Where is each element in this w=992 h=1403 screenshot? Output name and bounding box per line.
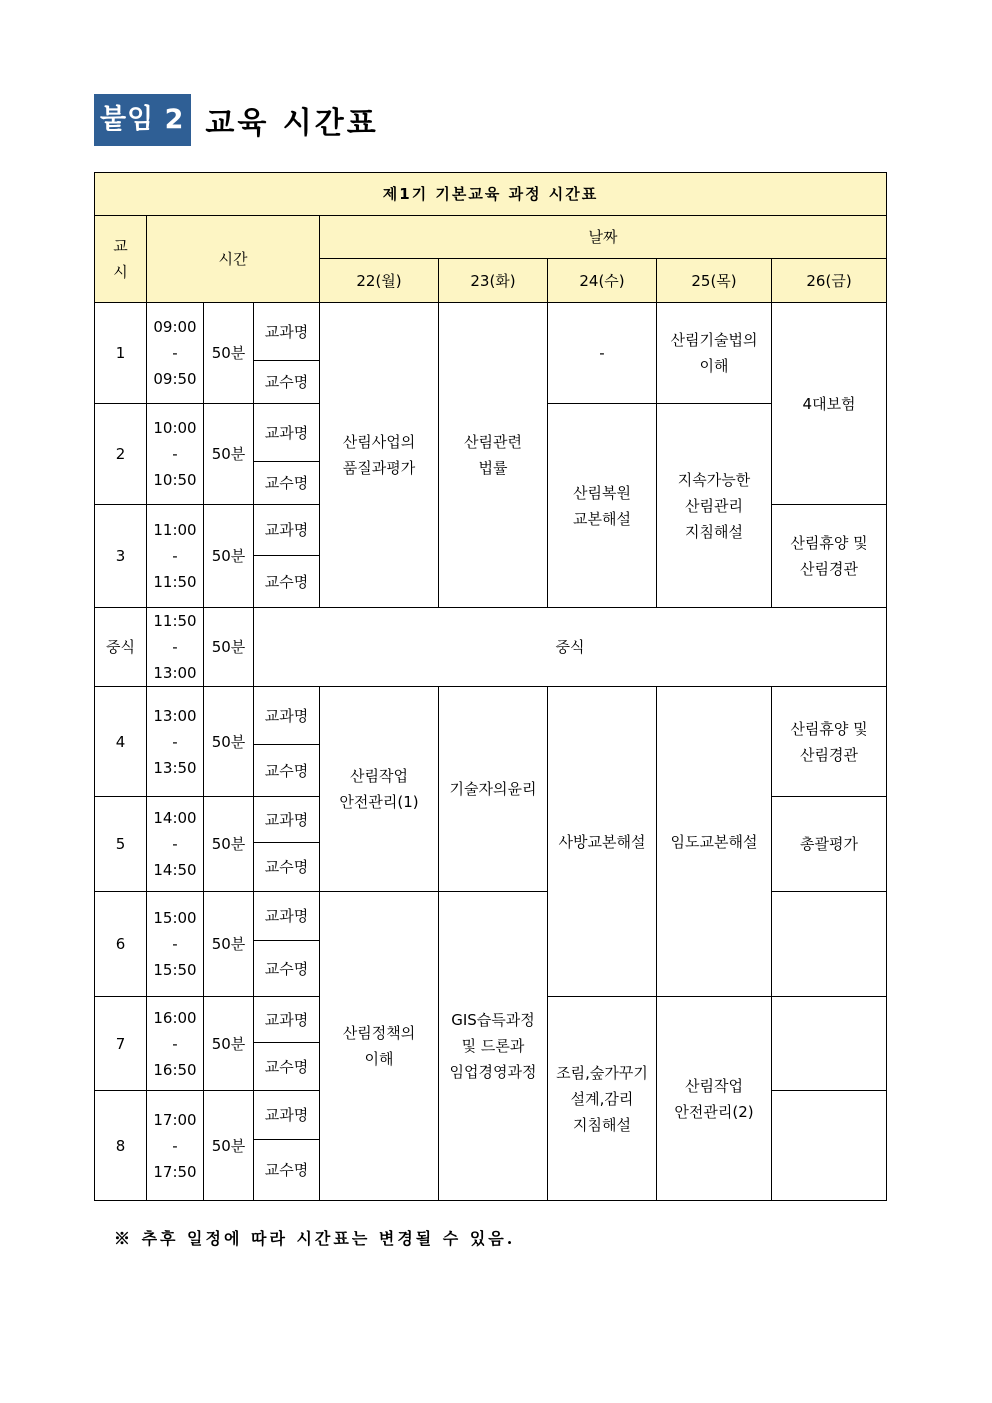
time-sep: - <box>172 935 178 953</box>
time-end: 14:50 <box>153 861 197 879</box>
period-duration: 50분 <box>204 1091 254 1201</box>
course-label: 교과명 <box>254 797 320 843</box>
period-duration: 50분 <box>204 505 254 608</box>
instructor-label: 교수명 <box>254 361 320 404</box>
lunch-cell: 중식 <box>254 608 887 687</box>
time-start: 10:00 <box>153 419 197 437</box>
cell-fri-p4 <box>772 687 887 797</box>
period-time <box>147 797 204 892</box>
course-label: 교과명 <box>254 892 320 941</box>
time-start: 14:00 <box>153 809 197 827</box>
cell-line: 지침해설 <box>685 522 743 541</box>
cell-wed-p1: - <box>548 303 657 404</box>
time-start: 16:00 <box>153 1008 197 1027</box>
time-sep: - <box>172 445 178 463</box>
cell-line: 설계,감리 <box>570 1089 634 1108</box>
cell-line: 산림휴양 및 <box>790 534 868 552</box>
cell-line: 산림경관 <box>800 560 859 578</box>
cell-line: 산림관리 <box>685 496 743 515</box>
cell-line: 산림사업의 <box>342 433 416 451</box>
time-start: 17:00 <box>153 1110 197 1129</box>
cell-fri-p7 <box>772 997 887 1091</box>
period-duration: 50분 <box>204 404 254 505</box>
instructor-label: 교수명 <box>254 843 320 892</box>
time-sep: - <box>172 638 178 656</box>
day-wed: 24(수) <box>548 259 657 303</box>
course-label: 교과명 <box>254 687 320 745</box>
time-sep: - <box>172 547 178 565</box>
period-time <box>147 892 204 997</box>
cell-line: 및 드론과 <box>461 1037 525 1055</box>
cell-mon-am <box>320 303 439 608</box>
period-number: 8 <box>95 1091 147 1201</box>
period-number: 1 <box>95 303 147 404</box>
period-time <box>147 303 204 404</box>
cell-line: 이해 <box>699 357 729 375</box>
cell-fri-am: 4대보험 <box>772 303 887 505</box>
attachment-badge: 붙임 2 <box>94 94 191 146</box>
cell-line: 산림작업 <box>350 767 408 785</box>
cell-line: 안전관리(2) <box>674 1102 754 1121</box>
course-label: 교과명 <box>254 505 320 556</box>
period-time <box>147 687 204 797</box>
time-end: 10:50 <box>153 471 197 489</box>
cell-line: 법률 <box>478 459 508 477</box>
cell-line: 지속가능한 <box>677 470 751 489</box>
cell-line: 임업경영과정 <box>449 1063 537 1081</box>
schedule-note: ※ 추후 일정에 따라 시간표는 변경될 수 있음. <box>114 1229 516 1248</box>
time-start: 11:00 <box>153 521 197 539</box>
page-heading <box>94 94 379 146</box>
schedule-table <box>94 172 887 1201</box>
cell-thu-pm: 임도교본해설 <box>657 687 772 997</box>
cell-line: GIS습득과정 <box>451 1011 535 1029</box>
time-sep: - <box>172 835 178 853</box>
table-caption: 제1기 기본교육 과정 시간표 <box>95 173 887 216</box>
time-end: 16:50 <box>153 1060 197 1079</box>
cell-mon-pm <box>320 687 439 892</box>
course-label: 교과명 <box>254 303 320 361</box>
cell-fri-p5: 총괄평가 <box>772 797 887 892</box>
cell-line: 조림,숲가꾸기 <box>556 1063 648 1082</box>
day-fri: 26(금) <box>772 259 887 303</box>
period-number: 2 <box>95 404 147 505</box>
cell-line: 산림작업 <box>685 1076 743 1095</box>
instructor-label: 교수명 <box>254 556 320 608</box>
instructor-label: 교수명 <box>254 941 320 997</box>
period-duration: 50분 <box>204 303 254 404</box>
cell-fri-p3 <box>772 505 887 608</box>
cell-line: 지침해설 <box>573 1115 631 1134</box>
time-end: 15:50 <box>153 961 197 979</box>
instructor-label: 교수명 <box>254 462 320 505</box>
course-label: 교과명 <box>254 404 320 462</box>
cell-line: 교본해설 <box>573 509 631 528</box>
time-start: 11:50 <box>153 612 197 630</box>
instructor-label: 교수명 <box>254 1043 320 1091</box>
cell-line: 산림정책의 <box>342 1024 416 1042</box>
time-end: 13:00 <box>153 664 197 682</box>
period-number: 7 <box>95 997 147 1091</box>
cell-line: 이해 <box>364 1050 394 1068</box>
cell-wed-pm: 사방교본해설 <box>548 687 657 997</box>
period-duration: 50분 <box>204 997 254 1091</box>
period-time <box>147 404 204 505</box>
course-label: 교과명 <box>254 997 320 1043</box>
period-number: 5 <box>95 797 147 892</box>
time-end: 09:50 <box>153 370 197 388</box>
cell-line: 산림경관 <box>800 745 859 764</box>
time-end: 13:50 <box>153 758 197 777</box>
cell-line: 산림복원 <box>573 483 631 502</box>
time-start: 15:00 <box>153 909 197 927</box>
cell-mon-late <box>320 892 439 1201</box>
header-date: 날짜 <box>320 216 887 259</box>
cell-tue-pm: 기술자의윤리 <box>439 687 548 892</box>
header-time: 시간 <box>147 216 320 303</box>
page-title: 교육 시간표 <box>205 106 379 141</box>
time-sep: - <box>172 1034 178 1053</box>
cell-fri-p8 <box>772 1091 887 1201</box>
cell-line: 산림기술법의 <box>670 331 758 349</box>
cell-thu-am <box>657 404 772 608</box>
header-gyosi-2: 시 <box>113 263 128 281</box>
period-number: 6 <box>95 892 147 997</box>
cell-thu-late <box>657 997 772 1201</box>
cell-line: 품질과평가 <box>342 459 416 477</box>
cell-line: 산림휴양 및 <box>790 719 868 738</box>
period-number: 3 <box>95 505 147 608</box>
header-gyosi-1: 교 <box>113 237 128 255</box>
header-gyosi <box>95 216 147 303</box>
time-sep: - <box>172 732 178 751</box>
period-duration: 50분 <box>204 687 254 797</box>
time-sep: - <box>172 1136 178 1155</box>
cell-line: 산림관련 <box>464 433 522 451</box>
time-end: 11:50 <box>153 573 197 591</box>
cell-wed-late <box>548 997 657 1201</box>
cell-line: 안전관리(1) <box>339 793 419 811</box>
course-label: 교과명 <box>254 1091 320 1140</box>
cell-fri-p6 <box>772 892 887 997</box>
cell-tue-late <box>439 892 548 1201</box>
day-thu: 25(목) <box>657 259 772 303</box>
period-time <box>147 608 204 687</box>
cell-wed-am <box>548 404 657 608</box>
time-end: 17:50 <box>153 1162 197 1181</box>
period-time <box>147 505 204 608</box>
day-mon: 22(월) <box>320 259 439 303</box>
period-duration: 50분 <box>204 608 254 687</box>
period-number: 4 <box>95 687 147 797</box>
instructor-label: 교수명 <box>254 745 320 797</box>
lunch-label: 중식 <box>95 608 147 687</box>
cell-thu-p1 <box>657 303 772 404</box>
instructor-label: 교수명 <box>254 1140 320 1201</box>
day-tue: 23(화) <box>439 259 548 303</box>
time-start: 09:00 <box>153 318 197 336</box>
time-start: 13:00 <box>153 706 197 725</box>
cell-tue-am <box>439 303 548 608</box>
period-time <box>147 1091 204 1201</box>
period-duration: 50분 <box>204 797 254 892</box>
time-sep: - <box>172 344 178 362</box>
period-time <box>147 997 204 1091</box>
period-duration: 50분 <box>204 892 254 997</box>
